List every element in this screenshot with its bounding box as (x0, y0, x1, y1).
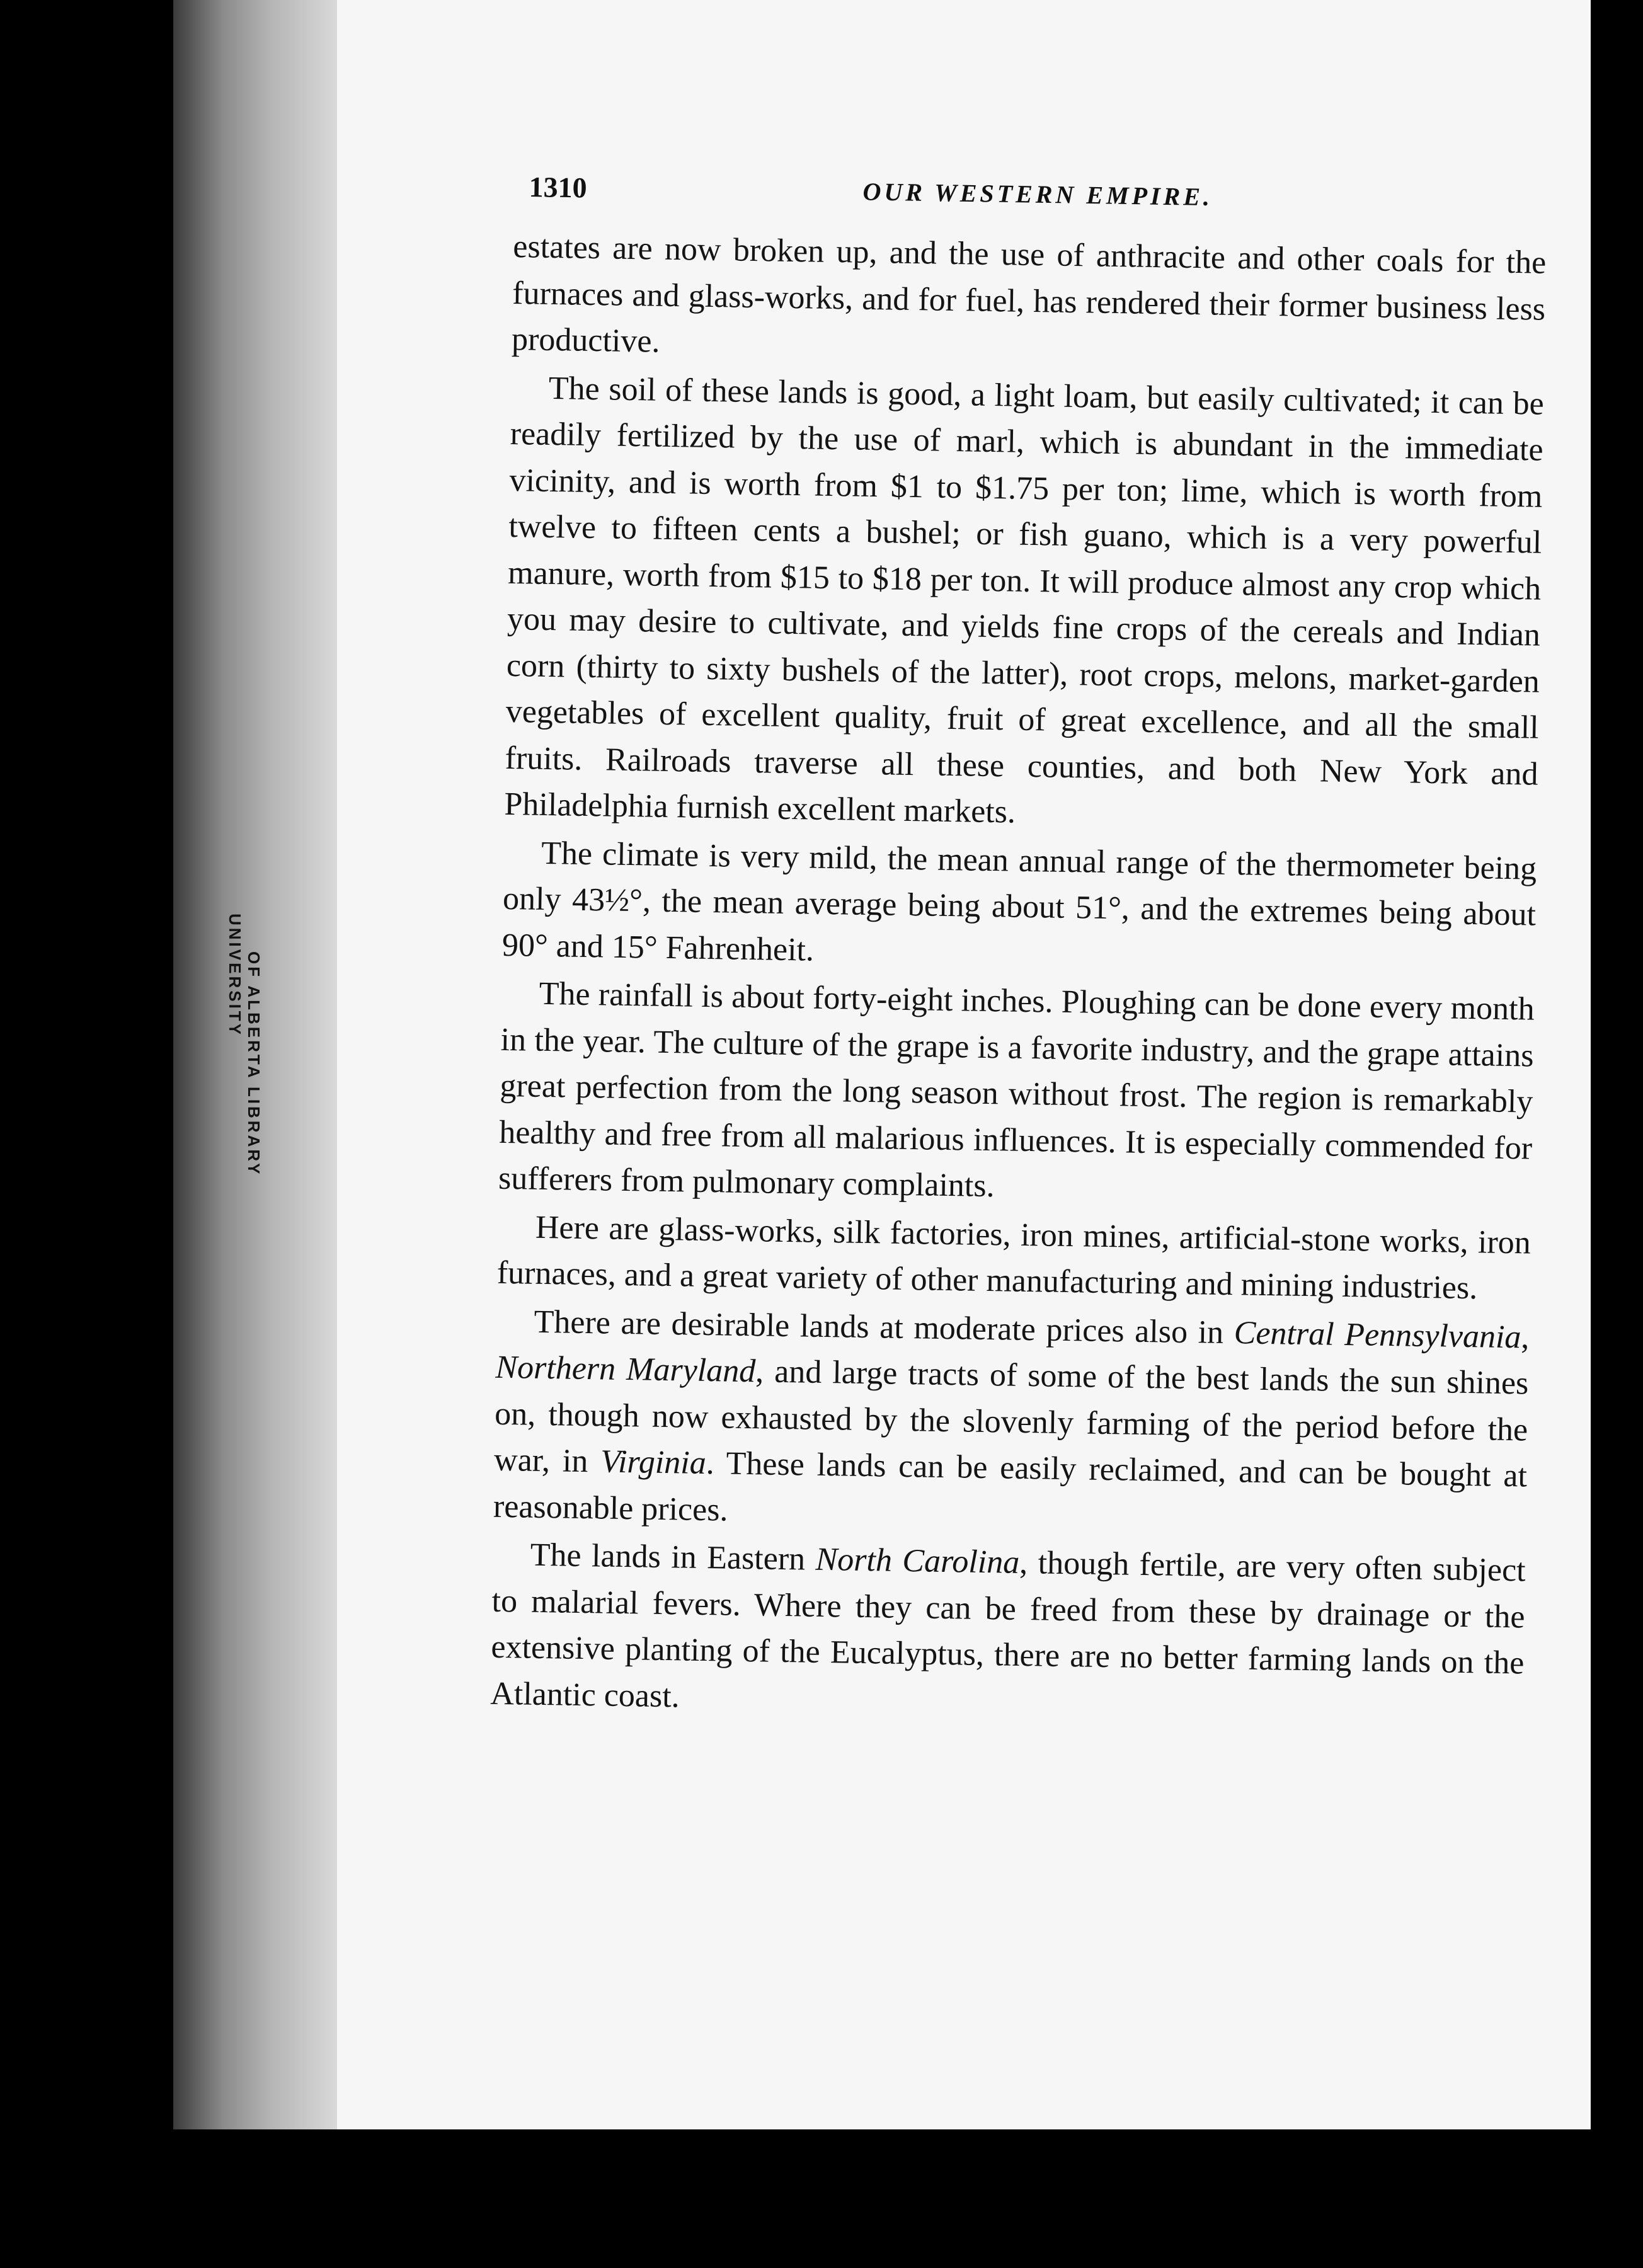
paragraph-6-text-g: . These lands can be easily reclaimed, and can be bought at reasonable prices. (493, 1445, 1528, 1528)
paragraph-7 (490, 1532, 1526, 1733)
place-central-pennsylvania: Central Pennsylvania (1234, 1314, 1521, 1355)
paragraph-7-text-a: The lands in Eastern (530, 1537, 816, 1578)
place-north-carolina: North Carolina (815, 1541, 1020, 1581)
library-stamp (219, 914, 263, 1266)
paragraph-6-text-a: There are desirable lands at moderate prices also in (534, 1303, 1235, 1351)
paragraph-5: Here are glass-works, silk factories, iron mines, artificial-stone works, iron furnaces, and a great variety of other manufacturing and mining industries. (496, 1209, 1531, 1307)
paragraph-6-text-c: , (1520, 1319, 1530, 1356)
scan-background-left (0, 0, 173, 2268)
library-stamp-line-2: OF ALBERTA LIBRARY (244, 951, 263, 1177)
page-number: 1310 (529, 170, 587, 204)
running-head: OUR WESTERN EMPIRE. (862, 177, 1213, 212)
place-northern-maryland: Northern Maryland (495, 1349, 756, 1390)
scan-background-bottom (173, 2129, 1591, 2268)
library-stamp-line-1: UNIVERSITY (226, 914, 244, 1038)
paragraph-6 (493, 1298, 1530, 1545)
paragraph-6-text-e: , and large tracts of some of the best lands the sun shines on, though now exhausted by the slovenly farming of the period before the war, in (493, 1353, 1529, 1480)
paragraph-2: The soil of these lands is good, a light loam, but easily cultivated; it can be readily fertilized by the use of marl, which is abundant in the immediate vicinity, and is worth from $1 to $1.75 per ton; lime, which is worth from twelve to fifteen cents a bushel; or fish guano, which is a very powerful manure, worth from $15 to $18 per ton. It will produce almost any crop which you may desire to cultivate, and yields fine crops of the cereals and Indian corn (thirty to sixty bushels of the latter), root crops, melons, market-garden vegetables of excellent quality, fruit of great excellence, and all the small fruits. Railroads traverse all these counties, and both New York and Philadelphia furnish excellent markets. (504, 370, 1545, 830)
paragraph-3: The climate is very mild, the mean annual range of the thermometer being only 43½°, the mean average being about 51°, and the extremes being about 90° and 15° Fahrenheit. (501, 835, 1537, 968)
paragraph-4: The rainfall is about forty-eight inches. Ploughing can be done every month in the year. The culture of the grape is a favorite industry, and the grape attains great perfection from the long season without frost. The region is remarkably healthy and free from all malarious influences. It is especially commended for sufferers from pulmonary complaints. (498, 975, 1535, 1205)
paragraph-1: estates are now broken up, and the use of anthracite and other coals for the furnaces and glass-works, and for fuel, has rendered their former business less productive. (511, 228, 1547, 360)
paragraph-7-text-c: , though fertile, are very often subject to malarial fevers. Where they can be freed from these by drainage or the extensive planting of the Eucalyptus, there are no better farming lands on the Atlantic coast. (489, 1544, 1526, 1714)
body-text (490, 224, 1547, 1734)
scan-background-right (1591, 0, 1643, 2268)
place-virginia: Virginia (600, 1443, 707, 1482)
